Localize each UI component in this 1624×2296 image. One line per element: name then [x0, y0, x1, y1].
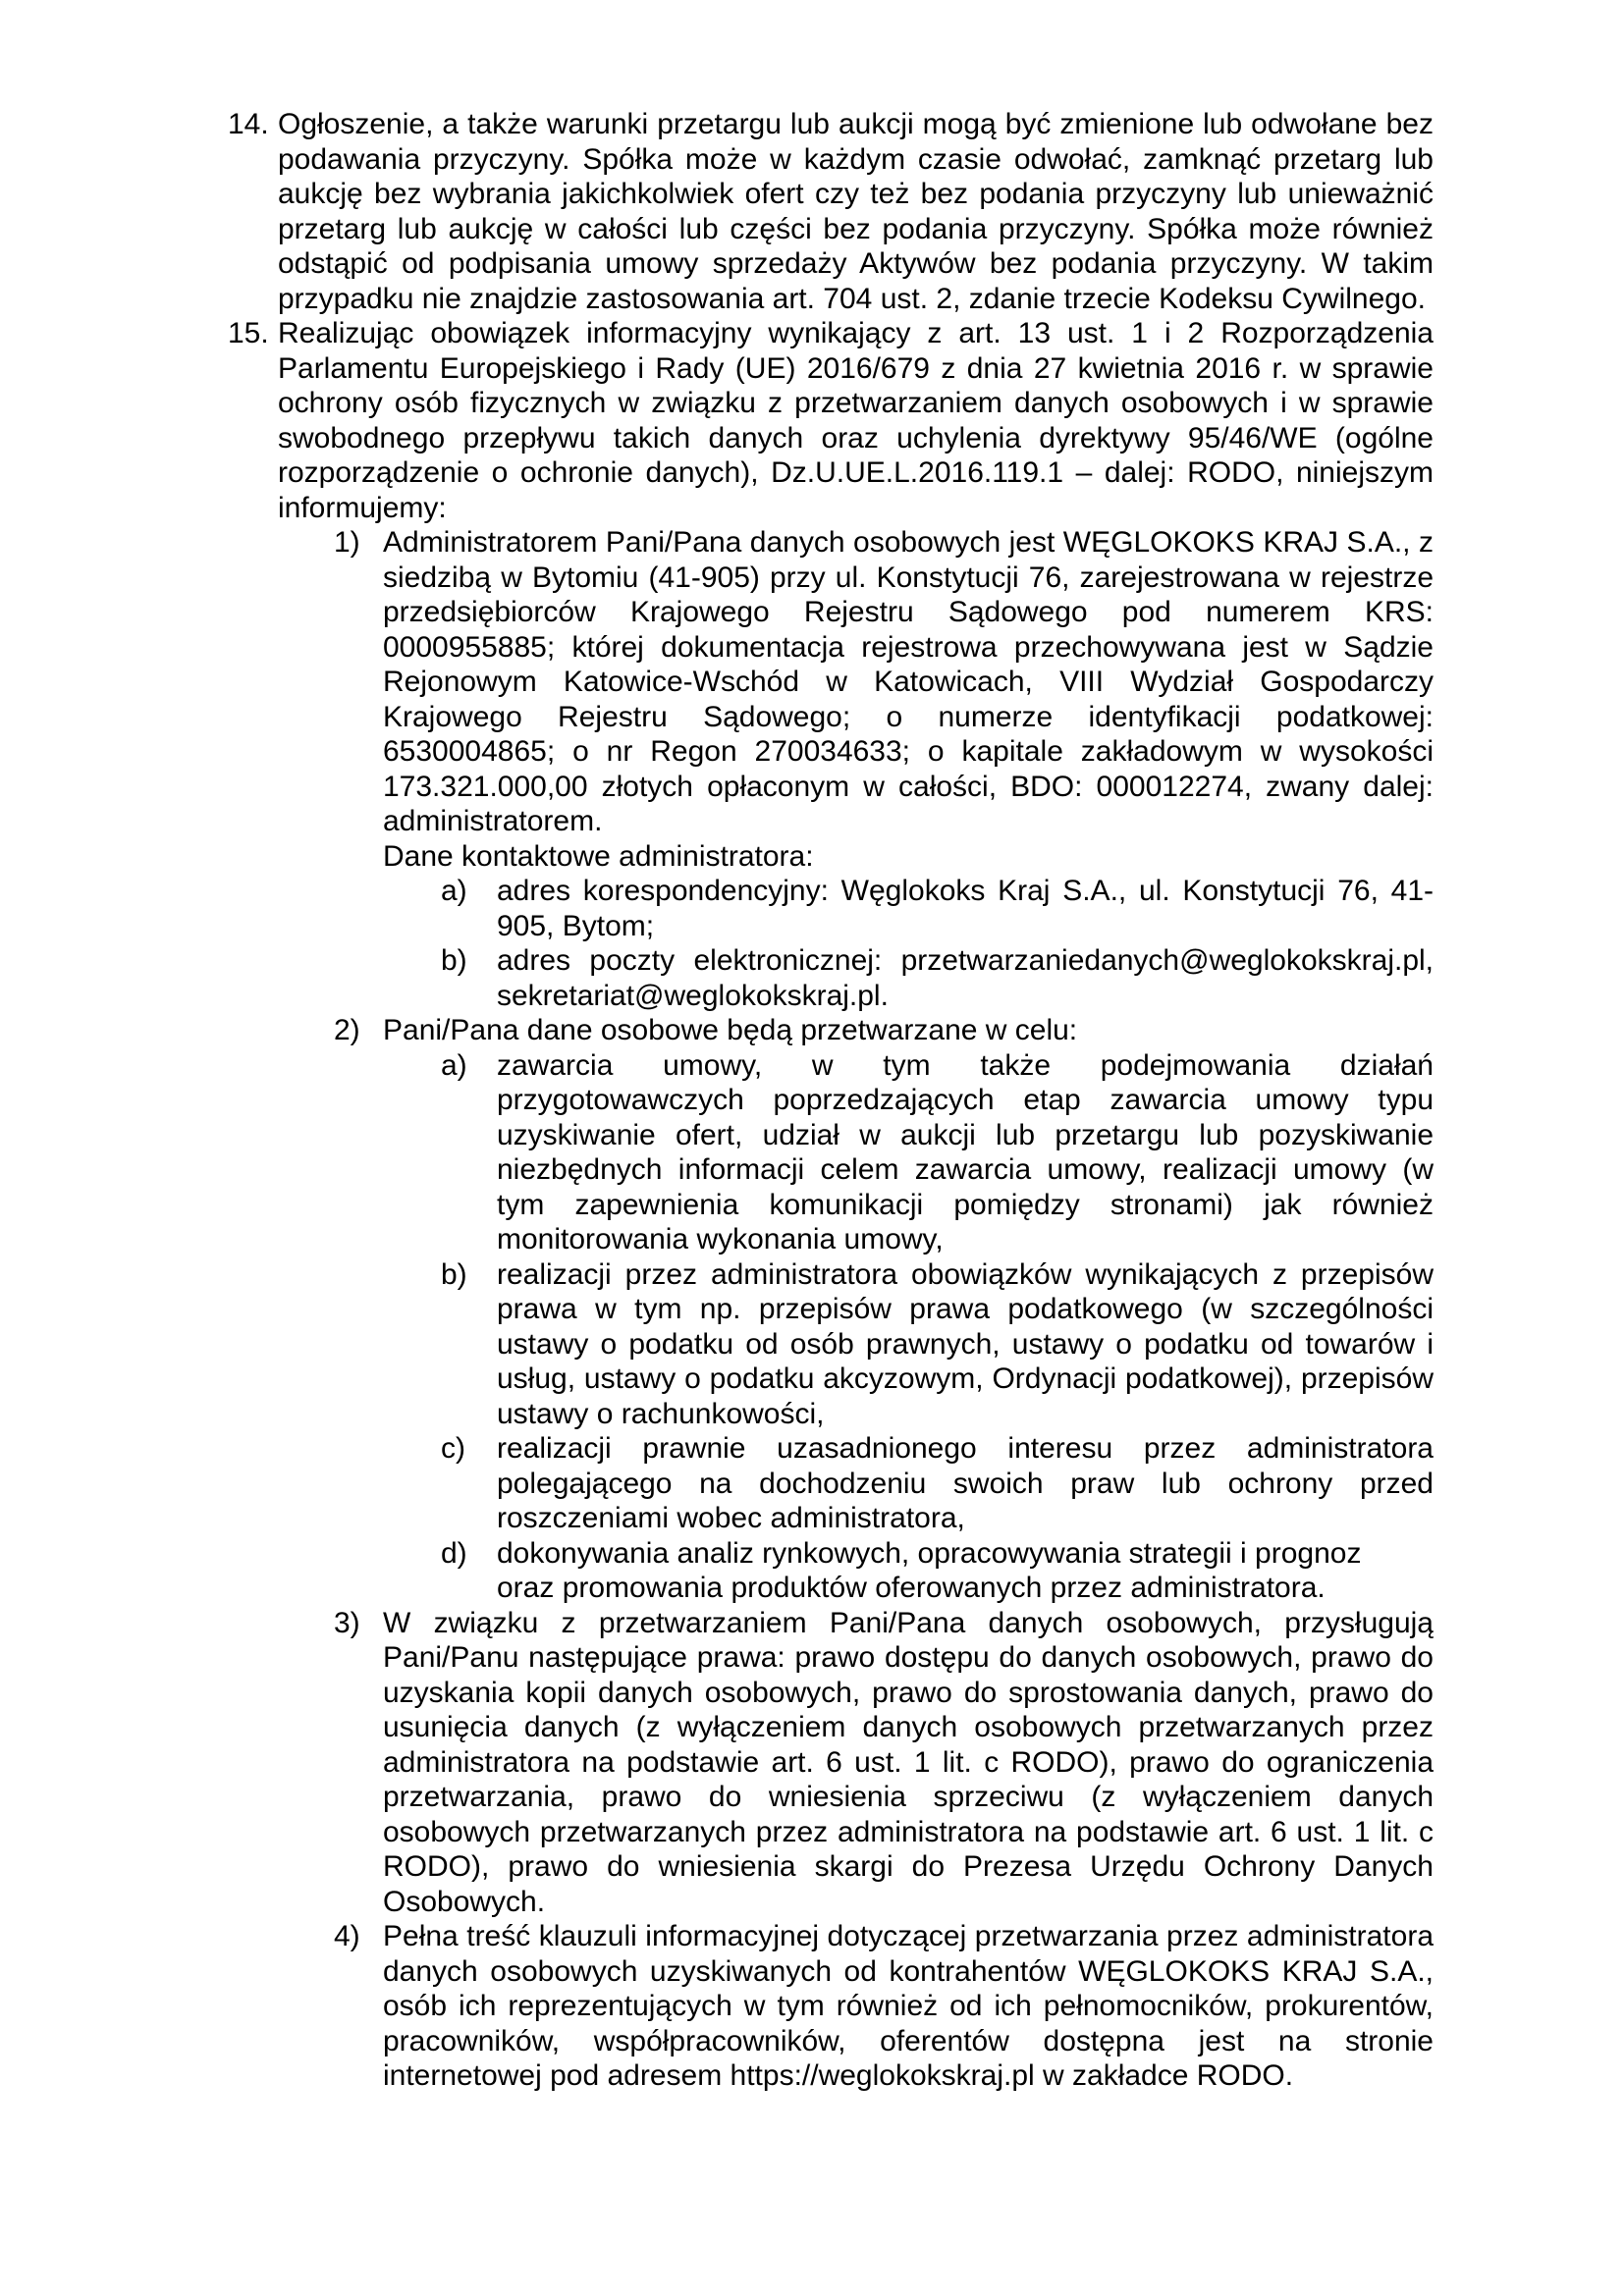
contact-item-b-text: adres poczty elektronicznej: przetwarzaniedanych@weglokokskraj.pl, sekretariat@weglokokskraj.pl.: [497, 944, 1434, 1012]
sublist-item-4-number: 4): [334, 1920, 360, 1952]
contact-item-a: [441, 874, 1434, 943]
sublist-item-4: [334, 1919, 1434, 2094]
sublist-item-1: [334, 525, 1434, 839]
list-item-15-text: Realizując obowiązek informacyjny wynikający z art. 13 ust. 1 i 2 Rozporządzenia Parlamentu Europejskiego i Rady (UE) 2016/679 z dnia 27 kwietnia 2016 r. w sprawie ochrony osób fizycznych w związku z przetwarzaniem danych osobowych i w sprawie swobodnego przepływu takich danych oraz uchylenia dyrektywy 95/46/WE (ogólne rozporządzenie o ochronie danych), Dz.U.UE.L.2016.119.1 – dalej: RODO, niniejszym informujemy:: [278, 317, 1434, 524]
purpose-item-c-number: c): [441, 1432, 465, 1465]
purpose-item-a-number: a): [441, 1048, 467, 1082]
contact-heading: Dane kontaktowe administratora:: [383, 839, 814, 873]
purpose-item-b-text: realizacji przez administratora obowiązków wynikających z przepisów prawa w tym np. przepisów prawa podatkowego (w szczególności ustawy o podatku od osób prawnych, ustawy o podatku od towarów i usług, ustawy o podatku akcyzowym, Ordynacji podatkowej), przepisów ustawy o rachunkowości,: [497, 1257, 1434, 1430]
purpose-item-b-number: b): [441, 1257, 467, 1291]
contact-item-b-number: b): [441, 944, 467, 977]
contact-item-a-number: a): [441, 875, 467, 907]
purpose-item-b: [441, 1257, 1434, 1432]
sublist-item-3-number: 3): [334, 1606, 360, 1639]
sublist-item-3-text: W związku z przetwarzaniem Pani/Pana danych osobowych, przysługują Pani/Panu następujące prawa: prawo dostępu do danych osobowych, prawo do uzyskania kopii danych osobowych, prawo do sprostowania danych, prawo do usunięcia danych (z wyłączeniem danych osobowych przetwarzanych przez administratora na podstawie art. 6 ust. 1 lit. c RODO), prawo do ograniczenia przetwarzania, prawo do wniesienia sprzeciwu (z wyłączeniem danych osobowych przetwarzanych przez administratora na podstawie art. 6 ust. 1 lit. c RODO), prawo do wniesienia skargi do Prezesa Urzędu Ochrony Danych Osobowych.: [383, 1606, 1434, 1918]
list-item-15: [228, 316, 1434, 525]
sublist-item-2-number: 2): [334, 1014, 360, 1046]
sublist-item-2: [334, 1013, 1434, 1048]
purpose-item-c-text: realizacji prawnie uzasadnionego interesu przez administratora polegającego na dochodzeniu swoich praw lub ochrony przed roszczeniami wobec administratora,: [497, 1432, 1434, 1534]
purpose-item-d: [441, 1536, 1434, 1606]
purpose-item-a: [441, 1048, 1434, 1257]
sublist-item-1-number: 1): [334, 526, 360, 559]
purpose-item-a-text: zawarcia umowy, w tym także podejmowania działań przygotowawczych poprzedzających etap zawarcia umowy typu uzyskiwanie ofert, udział w aukcji lub przetargu lub pozyskiwanie niezbędnych informacji celem zawarcia umowy, realizacji umowy (w tym zapewnienia komunikacji pomiędzy stronami) jak również monitorowania wykonania umowy,: [497, 1048, 1434, 1255]
sublist-item-1-text: Administratorem Pani/Pana danych osobowych jest WĘGLOKOKS KRAJ S.A., z siedzibą w Bytomiu (41-905) przy ul. Konstytucji 76, zarejestrowana w rejestrze przedsiębiorców Krajowego Rejestru Sądowego pod numerem KRS: 0000955885; której dokumentacja rejestrowa przechowywana jest w Sądzie Rejonowym Katowice-Wschód w Katowicach, VIII Wydział Gospodarczy Krajowego Rejestru Sądowego; o numerze identyfikacji podatkowej: 6530004865; o nr Regon 270034633; o kapitale zakładowym w wysokości 173.321.000,00 złotych opłaconym w całości, BDO: 000012274, zwany dalej: administratorem.: [383, 526, 1434, 837]
purpose-item-d-line2: oraz promowania produktów oferowanych przez administratora.: [497, 1572, 1326, 1604]
sublist-item-2-text: Pani/Pana dane osobowe będą przetwarzane w celu:: [383, 1014, 1078, 1046]
list-item-14-text: Ogłoszenie, a także warunki przetargu lub aukcji mogą być zmienione lub odwołane bez podawania przyczyny. Spółka może w każdym czasie odwołać, zamknąć przetarg lub aukcję bez wybrania jakichkolwiek ofert czy też bez podania przyczyny lub unieważnić przetarg lub aukcję w całości lub części bez podania przyczyny. Spółka może również odstąpić od podpisania umowy sprzedaży Aktywów bez podania przyczyny. W takim przypadku nie znajdzie zastosowania art. 704 ust. 2, zdanie trzecie Kodeksu Cywilnego.: [278, 108, 1434, 315]
purpose-item-d-number: d): [441, 1536, 467, 1570]
contact-item-b: [441, 943, 1434, 1013]
contact-item-a-text: adres korespondencyjny: Węglokoks Kraj S.A., ul. Konstytucji 76, 41-905, Bytom;: [497, 875, 1434, 942]
purpose-item-d-line1: dokonywania analiz rynkowych, opracowywania strategii i prognoz: [497, 1536, 1362, 1570]
purpose-item-d-text: [497, 1536, 1434, 1606]
sublist-item-4-text: Pełna treść klauzuli informacyjnej dotyczącej przetwarzania przez administratora danych osobowych uzyskiwanych od kontrahentów WĘGLOKOKS KRAJ S.A., osób ich reprezentujących w tym również od ich pełnomocników, prokurentów, pracowników, współpracowników, oferentów dostępna jest na stronie internetowej pod adresem https://weglokokskraj.pl w zakładce RODO.: [383, 1920, 1434, 2092]
purpose-item-c: [441, 1431, 1434, 1536]
list-item-14-number: 14.: [228, 108, 269, 140]
sublist-item-3: [334, 1606, 1434, 1920]
list-item-15-number: 15.: [228, 317, 269, 349]
list-item-14: [228, 107, 1434, 316]
